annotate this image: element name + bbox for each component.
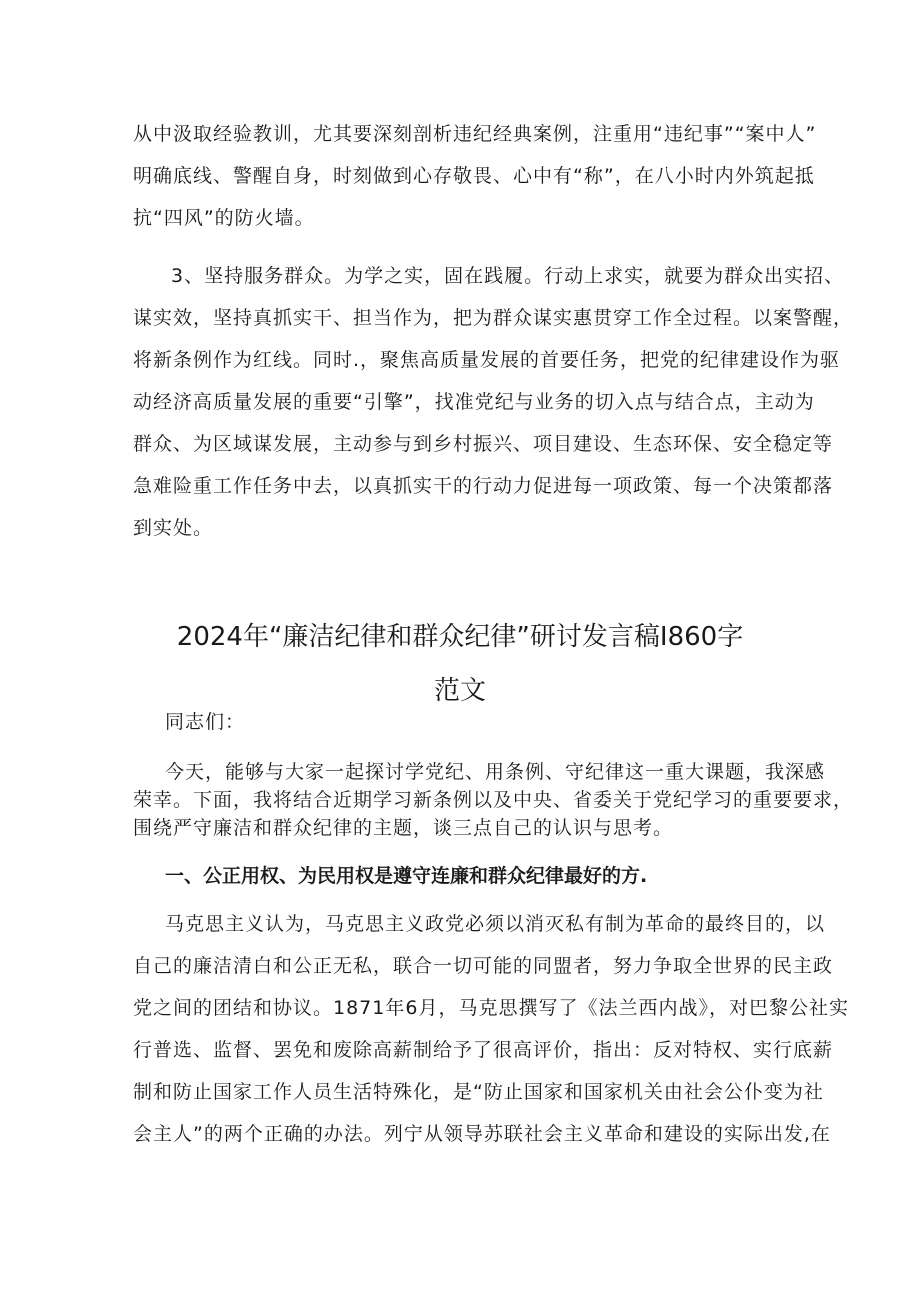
body-line: 自己的廉洁清白和公正无私，联合一切可能的同盟者，努力争取全世界的民主政	[133, 955, 834, 977]
point3-line: 群众、为区域谋发展，主动参与到乡村振兴、项目建设、生态环保、安全稳定等	[133, 433, 834, 455]
intro-line: 围绕严守廉洁和群众纪律的主题，谈三点自己的认识与思考。	[133, 817, 674, 839]
body-line: 会主人”的两个正确的办法。列宁从领导苏联社会主义革命和建设的实际出发,在	[133, 1123, 831, 1145]
section-heading: 一、公正用权、为民用权是遵守连廉和群众纪律最好的方.	[165, 865, 648, 887]
body-line: 制和防止国家工作人员生活特殊化，是“防止国家和国家机关由社会公仆变为社	[133, 1081, 824, 1103]
point3-line: 急难险重工作任务中去，以真抓实干的行动力促进每一项政策、每一个决策都落	[133, 475, 834, 497]
point3-line: 动经济高质量发展的重要“引擎”，找准党纪与业务的切入点与结合点，主动为	[133, 391, 815, 413]
paragraph-line: 明确底线、警醒自身，时刻做到心存敬畏、心中有“称”，在八小时内外筑起抵	[133, 165, 815, 187]
greeting: 同志们：	[165, 711, 246, 733]
document-title-continued: 范文	[433, 676, 486, 706]
point3-line: 到实处。	[133, 517, 214, 539]
point3-line: 谋实效，坚持真抓实干、担当作为，把为群众谋实惠贯穿工作全过程。以案警醒，	[133, 307, 854, 329]
paragraph-line: 抗“四风”的防火墙。	[133, 207, 315, 229]
point3-line: 3、坚持服务群众。为学之实，固在践履。行动上求实，就要为群众出实招、	[171, 265, 845, 287]
body-line: 党之间的团结和协议。1871年6月，马克思撰写了《法兰西内战》，对巴黎公社实	[133, 997, 849, 1019]
intro-line: 荣幸。下面，我将结合近期学习新条例以及中央、省委关于党纪学习的重要要求，	[133, 789, 854, 811]
document-title: 2024年“廉洁纪律和群众纪律”研讨发言稿I860字	[176, 622, 744, 652]
body-line: 马克思主义认为，马克思主义政党必须以消灭私有制为革命的最终目的，以	[165, 913, 826, 935]
intro-line: 今天，能够与大家一起探讨学党纪、用条例、守纪律这一重大课题，我深感	[165, 761, 826, 783]
paragraph-line: 从中汲取经验教训，尤其要深刻剖析违纪经典案例，注重用“违纪事”“案中人”	[133, 123, 817, 145]
point3-line: 将新条例作为红线。同时.，聚焦高质量发展的首要任务，把党的纪律建设作为驱	[133, 349, 841, 371]
body-line: 行普选、监督、罢免和废除高薪制给予了很高评价，指出：反对特权、实行底薪	[133, 1039, 834, 1061]
